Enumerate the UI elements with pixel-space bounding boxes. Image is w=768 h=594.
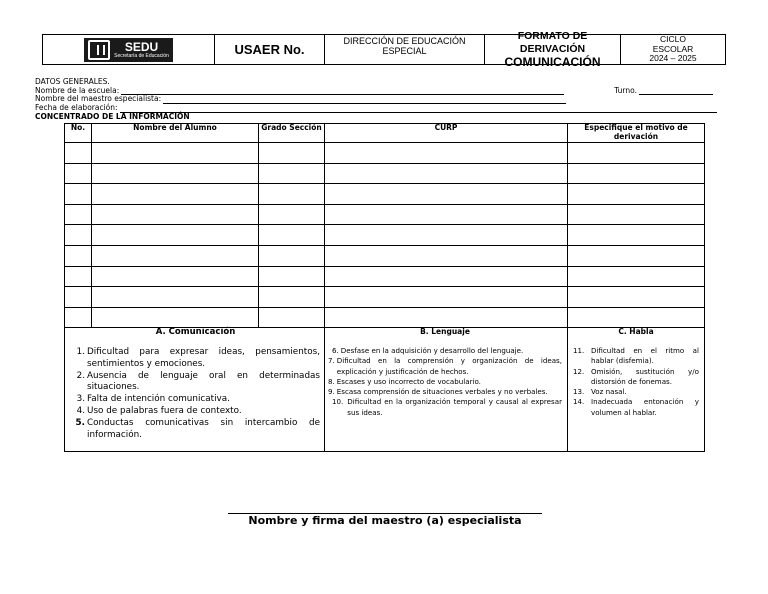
sedu-logo — [84, 38, 173, 62]
communication-heading: A. Comunicación — [155, 327, 236, 337]
cell-reason[interactable] — [568, 307, 705, 328]
cell-grade[interactable] — [259, 225, 325, 246]
cell-name[interactable] — [92, 287, 259, 308]
date-label: Fecha de elaboración: — [35, 103, 118, 113]
cell-reason[interactable] — [568, 204, 705, 225]
cell-grade[interactable] — [259, 163, 325, 184]
cell-grade[interactable] — [259, 307, 325, 328]
list-item: 12. Omisión, sustitución y/o distorsión de fonemas. — [573, 366, 699, 386]
cell-curp[interactable] — [325, 245, 568, 266]
teacher-field[interactable] — [163, 96, 566, 104]
cell-curp[interactable] — [325, 204, 568, 225]
language-section — [325, 326, 568, 451]
col-header-no: No. — [65, 124, 92, 143]
table-row — [65, 225, 705, 246]
cell-no[interactable] — [65, 163, 92, 184]
table-row — [65, 287, 705, 308]
document-header — [42, 30, 726, 69]
list-item: 6. Desfase en la adquisición y desarrollo del lenguaje. — [332, 346, 524, 355]
cell-no[interactable] — [65, 287, 92, 308]
language-heading: B. Lenguaje — [420, 327, 470, 336]
table-header-row — [65, 124, 705, 143]
cell-reason[interactable] — [568, 225, 705, 246]
table-row — [65, 307, 705, 328]
teacher-label: Nombre del maestro especialista: — [35, 94, 162, 104]
format-title — [485, 30, 621, 69]
format-title-line1: FORMATO DE DERIVACIÓN — [517, 30, 588, 55]
list-item: 14. Inadecuada entonación y volumen al hablar. — [573, 397, 699, 417]
cell-reason[interactable] — [568, 143, 705, 164]
cell-curp[interactable] — [325, 163, 568, 184]
cell-curp[interactable] — [325, 307, 568, 328]
school-field[interactable] — [121, 87, 564, 95]
concentrado-title: CONCENTRADO DE LA INFORMACIÓN — [35, 111, 190, 121]
cell-no[interactable] — [65, 184, 92, 205]
cell-grade[interactable] — [259, 245, 325, 266]
table-row — [65, 266, 705, 287]
cell-curp[interactable] — [325, 266, 568, 287]
logo-subtitle: Secretaría de Educación — [114, 52, 169, 59]
derivation-reasons — [64, 326, 705, 452]
list-item: 11. Dificultad en el ritmo al hablar (disfemia). — [573, 346, 699, 366]
school-cycle — [621, 35, 725, 64]
school-label: Nombre de la escuela: — [35, 85, 120, 95]
shift-label: Turno. — [614, 85, 637, 95]
cell-no[interactable] — [65, 266, 92, 287]
cell-name[interactable] — [92, 163, 259, 184]
logo-title: SEDU — [124, 39, 159, 54]
list-item: 2. Ausencia de lenguaje oral en determinadas situaciones. — [76, 370, 320, 393]
format-title-line2: COMUNICACIÓN — [504, 55, 601, 69]
list-item: 9. Escasa comprensión de situaciones verbales y no verbales. — [328, 387, 548, 397]
cell-grade[interactable] — [259, 143, 325, 164]
date-field[interactable] — [120, 105, 717, 113]
cycle-line1: CICLO — [660, 34, 686, 45]
cell-curp[interactable] — [325, 184, 568, 205]
list-item: 13. Voz nasal. — [573, 387, 627, 397]
list-item: 8. Escases y uso incorrecto de vocabulario. — [328, 376, 481, 386]
cell-no[interactable] — [65, 245, 92, 266]
cell-no[interactable] — [65, 204, 92, 225]
cell-name[interactable] — [92, 245, 259, 266]
list-item: 5. Conductas comunicativas sin intercambio de información. — [75, 417, 320, 440]
cell-reason[interactable] — [568, 287, 705, 308]
cell-grade[interactable] — [259, 204, 325, 225]
speech-heading: C. Habla — [618, 327, 654, 336]
cell-name[interactable] — [92, 266, 259, 287]
language-list — [328, 346, 562, 418]
cell-grade[interactable] — [259, 287, 325, 308]
list-item: 4. Uso de palabras fuera de contexto. — [76, 405, 242, 416]
cell-curp[interactable] — [325, 287, 568, 308]
signature-label: Nombre y firma del maestro (a) especialista — [248, 514, 522, 527]
cell-name[interactable] — [92, 204, 259, 225]
cell-name[interactable] — [92, 143, 259, 164]
list-item: 10. Dificultad en la organización temporal y causal al expresar sus ideas. — [332, 397, 562, 417]
table-row — [65, 163, 705, 184]
speech-list — [573, 346, 699, 418]
cell-reason[interactable] — [568, 266, 705, 287]
cell-curp[interactable] — [325, 225, 568, 246]
table-row — [65, 143, 705, 164]
direction-label: DIRECCIÓN DE EDUCACIÓN ESPECIAL — [325, 35, 485, 64]
general-title: DATOS GENERALES. — [35, 77, 110, 86]
cell-reason[interactable] — [568, 184, 705, 205]
col-header-name: Nombre del Alumno — [92, 124, 259, 143]
col-header-grade: Grado Sección — [259, 124, 325, 143]
communication-section — [65, 326, 325, 451]
general-data — [35, 78, 725, 122]
col-header-curp: CURP — [325, 124, 568, 143]
list-item: 1. Dificultad para expresar ideas, pensamientos, sentimientos y emociones. — [76, 347, 320, 369]
cell-name[interactable] — [92, 184, 259, 205]
logo-cell — [43, 35, 215, 64]
cycle-line2: ESCOLAR — [652, 43, 694, 54]
col-header-reason: Especifique el motivo de derivación — [568, 124, 705, 143]
shift-field[interactable] — [639, 87, 713, 95]
cell-curp[interactable] — [325, 143, 568, 164]
cell-name[interactable] — [92, 307, 259, 328]
students-table — [64, 123, 705, 328]
cell-no[interactable] — [65, 143, 92, 164]
list-item: 7. Dificultad en la comprensión y organización de ideas, explicación y justificación de hechos. — [328, 356, 562, 376]
cell-grade[interactable] — [259, 184, 325, 205]
cell-no[interactable] — [65, 225, 92, 246]
cell-no[interactable] — [65, 307, 92, 328]
list-item: 3. Falta de intención comunicativa. — [76, 394, 230, 405]
communication-list — [71, 347, 320, 441]
book-icon — [88, 40, 110, 60]
cycle-line3: 2024 – 2025 — [649, 53, 697, 64]
cell-reason[interactable] — [568, 163, 705, 184]
cell-grade[interactable] — [259, 266, 325, 287]
cell-reason[interactable] — [568, 245, 705, 266]
usaer-number: USAER No. — [215, 35, 325, 64]
cell-name[interactable] — [92, 225, 259, 246]
table-row — [65, 204, 705, 225]
speech-section — [568, 326, 704, 451]
table-row — [65, 184, 705, 205]
table-row — [65, 245, 705, 266]
